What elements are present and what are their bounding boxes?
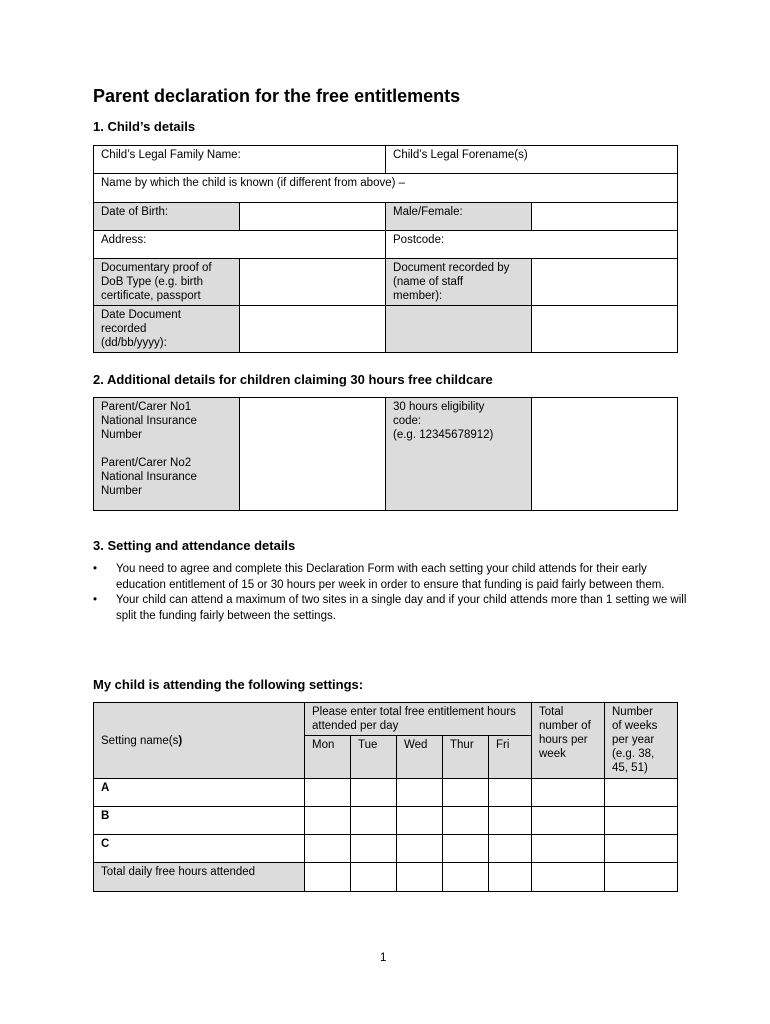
hours-cell[interactable] [351, 863, 397, 892]
blank-input[interactable] [532, 306, 678, 353]
eligibility-label: 30 hours eligibility code: (e.g. 12345678912) [386, 398, 532, 511]
address-label: Address: [101, 234, 147, 246]
hours-cell[interactable] [443, 835, 489, 863]
ni-input[interactable] [240, 398, 386, 511]
day-tue-header: Tue [351, 736, 397, 779]
blank-grey-cell [386, 306, 532, 353]
total-cell[interactable] [532, 835, 605, 863]
table-row [94, 835, 678, 863]
weeks-cell[interactable] [605, 863, 678, 892]
weeks-cell[interactable] [605, 807, 678, 835]
hours-cell[interactable] [489, 863, 532, 892]
bullet-icon: • [93, 563, 98, 575]
section2-heading: 2. Additional details for children claiming 30 hours free childcare [93, 372, 493, 387]
family-name-field[interactable] [94, 146, 386, 174]
setting-name-header: Setting name(s) [94, 703, 305, 779]
childs-details-table [93, 145, 678, 353]
eligibility-input[interactable] [532, 398, 678, 511]
setting-row-label: C [94, 835, 305, 863]
section1-heading: 1. Child’s details [93, 119, 196, 134]
attendance-notes [93, 562, 693, 624]
ni-label: Parent/Carer No1 National Insurance Number Parent/Carer No2 National Insurance Number [94, 398, 240, 511]
page-title: Parent declaration for the free entitlements [93, 86, 461, 106]
weeks-header: Number of weeks per year (e.g. 38, 45, 51) [605, 703, 678, 779]
table-row [94, 807, 678, 835]
hours-cell[interactable] [397, 779, 443, 807]
list-item: • You need to agree and complete this Declaration Form with each setting your child attends for their early education entitlement of 15 or 30 hours per week in order to ensure that funding is paid fairly between them. [93, 563, 665, 591]
forename-label: Child’s Legal Forename(s) [393, 149, 528, 161]
forename-field[interactable] [386, 146, 678, 174]
hours-cell[interactable] [489, 807, 532, 835]
settings-heading: My child is attending the following settings: [93, 677, 364, 692]
hours-cell[interactable] [397, 863, 443, 892]
settings-table [93, 702, 678, 892]
recorded-by-label: Document recorded by (name of staff member): [386, 259, 532, 306]
hours-cell[interactable] [489, 779, 532, 807]
total-cell[interactable] [532, 779, 605, 807]
table-row [94, 779, 678, 807]
total-cell[interactable] [532, 807, 605, 835]
family-name-label: Child’s Legal Family Name: [101, 149, 241, 161]
bullet-icon: • [93, 594, 98, 606]
hours-cell[interactable] [305, 807, 351, 835]
total-cell[interactable] [532, 863, 605, 892]
hours-cell[interactable] [351, 779, 397, 807]
total-hours-header: Total number of hours per week [532, 703, 605, 779]
proof-label: Documentary proof of DoB Type (e.g. birth certificate, passport [94, 259, 240, 306]
thirty-hours-table [93, 397, 678, 511]
hours-cell[interactable] [305, 779, 351, 807]
known-as-field[interactable] [94, 174, 678, 203]
address-field[interactable] [94, 231, 386, 259]
dob-input[interactable] [240, 203, 386, 231]
table-row [94, 863, 678, 892]
postcode-field[interactable] [386, 231, 678, 259]
day-wed-header: Wed [397, 736, 443, 779]
gender-label: Male/Female: [386, 203, 532, 231]
section3-heading: 3. Setting and attendance details [93, 538, 296, 553]
total-row-label: Total daily free hours attended [94, 863, 305, 892]
setting-row-label: B [94, 807, 305, 835]
hours-cell[interactable] [443, 807, 489, 835]
hours-cell[interactable] [351, 807, 397, 835]
list-item: • Your child can attend a maximum of two sites in a single day and if your child attends more than 1 setting we will split the funding fairly between the settings. [93, 594, 687, 622]
hours-cell[interactable] [489, 835, 532, 863]
hours-cell[interactable] [351, 835, 397, 863]
weeks-cell[interactable] [605, 835, 678, 863]
page-number: 1 [380, 952, 387, 964]
hours-cell[interactable] [443, 863, 489, 892]
recorded-by-input[interactable] [532, 259, 678, 306]
weeks-cell[interactable] [605, 779, 678, 807]
setting-row-label: A [94, 779, 305, 807]
hours-cell[interactable] [443, 779, 489, 807]
hours-header: Please enter total free entitlement hours attended per day [305, 703, 532, 736]
hours-cell[interactable] [397, 807, 443, 835]
hours-cell[interactable] [305, 835, 351, 863]
dob-label: Date of Birth: [94, 203, 240, 231]
known-as-label: Name by which the child is known (if different from above) – [101, 177, 406, 189]
day-thur-header: Thur [443, 736, 489, 779]
postcode-label: Postcode: [393, 234, 445, 246]
gender-input[interactable] [532, 203, 678, 231]
date-recorded-label: Date Document recorded (dd/bb/yyyy): [94, 306, 240, 353]
proof-input[interactable] [240, 259, 386, 306]
hours-cell[interactable] [397, 835, 443, 863]
hours-cell[interactable] [305, 863, 351, 892]
day-mon-header: Mon [305, 736, 351, 779]
day-fri-header: Fri [489, 736, 532, 779]
date-recorded-input[interactable] [240, 306, 386, 353]
